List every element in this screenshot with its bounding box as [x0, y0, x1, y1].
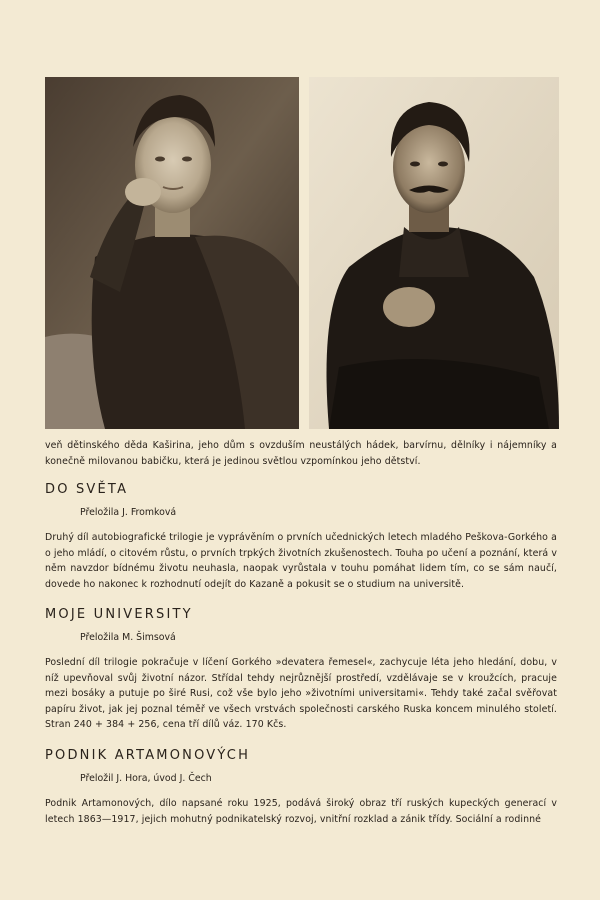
portrait-left-image — [45, 77, 299, 429]
translator-podnik-artamonovych: Přeložil J. Hora, úvod J. Čech — [80, 773, 212, 784]
intro-paragraph: veň dětinského děda Kaširina, jeho dům s ovzduším neustálých hádek, barvírnu, dělníky i nájemníky a konečně milovanou babičku, která je jedinou světlou vzpomínkou jeho dětství. — [45, 440, 557, 467]
section-title-podnik-artamonovych: PODNIK ARTAMONOVÝCH — [45, 748, 251, 763]
section-title-do-sveta: DO SVĚTA — [45, 482, 129, 497]
portrait-photo-right — [309, 77, 559, 429]
translator-moje-university: Přeložila M. Šimsová — [80, 632, 176, 643]
translator-do-sveta: Přeložila J. Fromková — [80, 507, 177, 518]
portrait-right-image — [309, 77, 559, 429]
section-body-podnik-artamonovych: Podnik Artamonových, dílo napsané roku 1925, podává široký obraz tří ruských kupeckých generací v letech 1863—1917, jejich mohutný podnikatelský rozvoj, vnitřní rozklad a zánik třídy. Sociální a rodinné — [45, 798, 557, 825]
section-body-moje-university: Poslední díl trilogie pokračuje v líčení Gorkého »devatera řemesel«, zachycuje léta jeho hledání, dobu, v níž upevňoval svůj životní názor. Střídal tehdy nejrůznější prostředí, vzdělávaje se v kroužcích, pracuje mezi bosáky a putuje po širé Rusi, což vše bylo jeho »životními universitami«. Tehdy také začal svěřovat papíru život, jak jej poznal téměř ve všech vrstvách společnosti carského Ruska koncem minulého století. Stran 240 + 384 + 256, cena tří dílů váz. 170 Kčs. — [45, 657, 557, 730]
portrait-photo-left — [45, 77, 299, 429]
section-title-moje-university: MOJE UNIVERSITY — [45, 607, 193, 622]
section-body-do-sveta: Druhý díl autobiografické trilogie je vyprávěním o prvních učednických letech mladého Peškova-Gorkého a o jeho mládí, o citovém růstu, o prvních trpkých životních zkušenostech. Touha po učení a poznání, která v něm navzdor bídnému životu neuhasla, naopak vyrůstala v touhu pomáhat lidem tím, co se sám naučí, dovede ho nakonec k rozhodnutí odejít do Kazaně a pokusit se o studium na universitě. — [45, 532, 557, 590]
